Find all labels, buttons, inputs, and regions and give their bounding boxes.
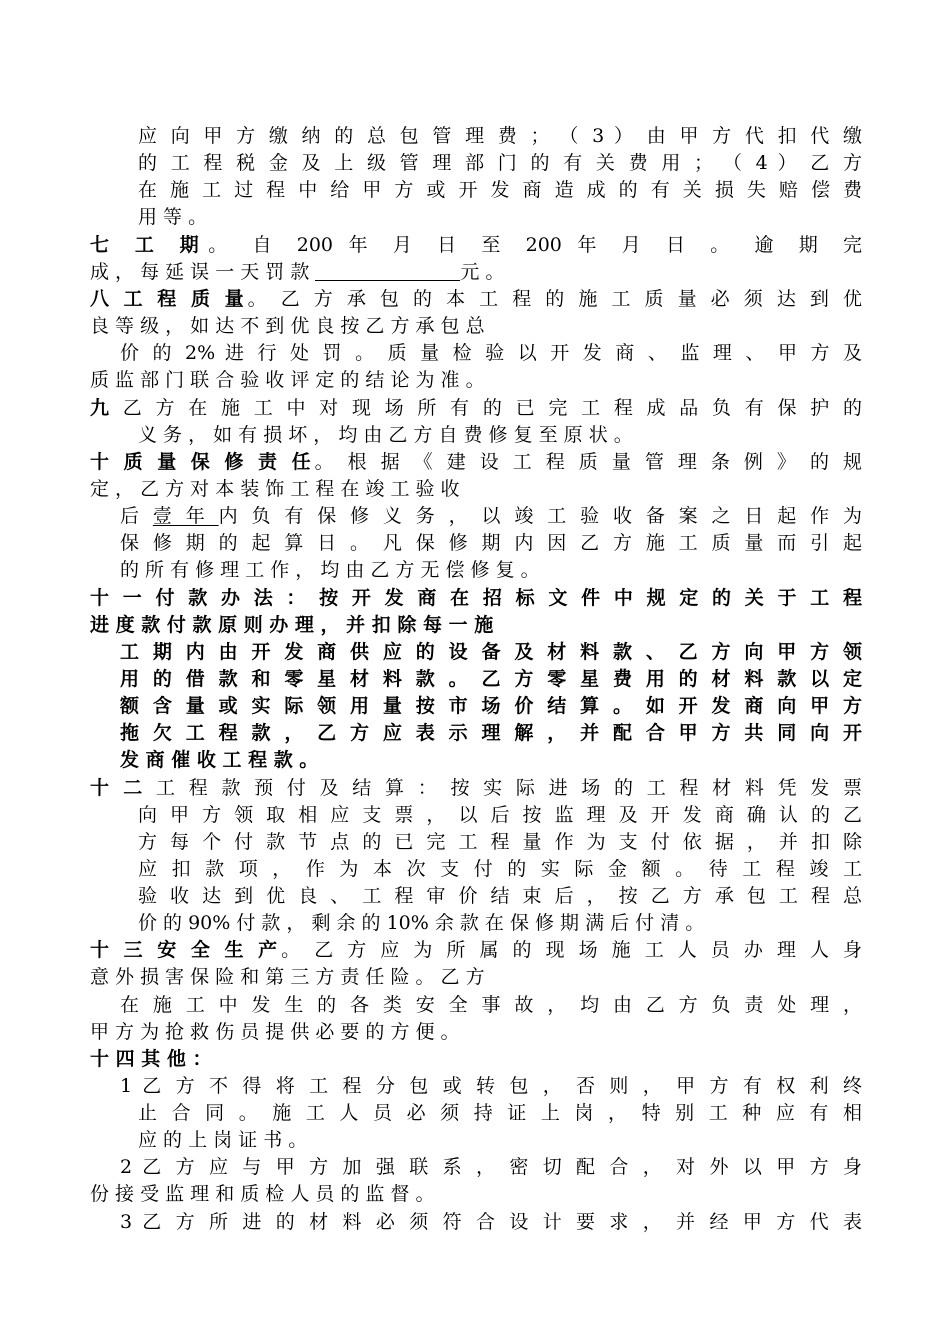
- clause-13-heading: 十 三 安 全 生 产: [90, 939, 282, 961]
- clause-7-line-2: [90, 259, 862, 286]
- clause-12-line-1: [90, 775, 862, 802]
- clause-12-line-3: 方 每 个 付 款 节 点 的 已 完 工 程 量 作 为 支 付 依 据 ， 并 扣 除: [138, 831, 862, 853]
- penalty-label: 成 ， 每 延 误 一 天 罚 款: [90, 261, 316, 283]
- warranty-text: 内 负 有 保 修 义 务 ， 以 竣 工 验 收 备 案 之 日 起 作 为: [218, 505, 862, 527]
- clause-14-heading: 十 四 其 他 ：: [90, 1048, 212, 1070]
- clause-12-heading: 十 二: [90, 777, 147, 799]
- clause-9-line-1: [90, 395, 862, 422]
- clause-14-item-2-line-1: 2 乙 方 应 与 甲 方 加 强 联 系 ， 密 切 配 合 ， 对 外 以 甲 方 身: [120, 1156, 862, 1178]
- warranty-period: 壹 年: [152, 505, 219, 527]
- clause-12-line-5: 验 收 达 到 优 良 、 工 程 审 价 结 束 后 ， 按 乙 方 承 包 工 程 总: [138, 885, 862, 907]
- clause-12-text: 工 程 款 预 付 及 结 算 ： 按 实 际 进 场 的 工 程 材 料 凭 发 票: [146, 777, 862, 799]
- clause-14-item-1-line-1: 1 乙 方 不 得 将 工 程 分 包 或 转 包 ， 否 则 ， 甲 方 有 权 利 终: [120, 1075, 862, 1097]
- clause-8-line-3: 价 的 2% 进 行 处 罚 。 质 量 检 验 以 开 发 商 、 监 理 、 甲 方 及: [120, 342, 862, 364]
- clause-13-line-3: 在 施 工 中 发 生 的 各 类 安 全 事 故 ， 均 由 乙 方 负 责 处 理 ，: [120, 994, 862, 1016]
- clause-10-line-3: [120, 503, 862, 530]
- clause-12-line-2: 向 甲 方 领 取 相 应 支 票 ， 以 后 按 监 理 及 开 发 商 确 认 的 乙: [138, 804, 862, 826]
- clause-14-item-3-line-1: 3 乙 方 所 进 的 材 料 必 须 符 合 设 计 要 求 ， 并 经 甲 方 代 表: [120, 1211, 862, 1233]
- clause-14-item-2-line-2: 份 接 受 监 理 和 质 检 人 员 的 监 督 。: [90, 1183, 435, 1205]
- clause-6-line-3: 在 施 工 过 程 中 给 甲 方 或 开 发 商 造 成 的 有 关 损 失 赔 偿 费: [138, 179, 862, 201]
- clause-8-line-2: 良 等 级 ， 如 达 不 到 优 良 按 乙 方 承 包 总: [90, 315, 485, 337]
- clause-11-line-5: 额 含 量 或 实 际 领 用 量 按 市 场 价 结 算 。 如 开 发 商 向 甲 方: [120, 695, 862, 717]
- clause-11-line-1: 十 一 付 款 办 法 ： 按 开 发 商 在 招 标 文 件 中 规 定 的 关 于 工 程: [90, 587, 862, 609]
- clause-10-line-1: [90, 449, 862, 476]
- clause-10-line-2: 定 ， 乙 方 对 本 装 饰 工 程 在 竣 工 验 收: [90, 478, 460, 500]
- clause-9-text: 乙 方 在 施 工 中 对 现 场 所 有 的 已 完 工 程 成 品 负 有 保 护 的: [112, 397, 862, 419]
- clause-14-item-1-line-2: 止 合 同 。 施 工 人 员 必 须 持 证 上 岗 ， 特 别 工 种 应 有 相: [138, 1102, 862, 1124]
- clause-8-text: 。 乙 方 承 包 的 本 工 程 的 施 工 质 量 必 须 达 到 优: [247, 288, 862, 310]
- clause-13-line-4: 甲 方 为 抢 救 伤 员 提 供 必 要 的 方 便 。: [90, 1021, 460, 1043]
- clause-14-item-1-line-3: 应 的 上 岗 证 书 。: [138, 1129, 308, 1151]
- clause-6-line-1: 应 向 甲 方 缴 纳 的 总 包 管 理 费 ； （ 3 ） 由 甲 方 代 扣 代 缴: [138, 125, 862, 147]
- clause-10-line-5: 的 所 有 修 理 工 作 ， 均 由 乙 方 无 偿 修 复 。: [120, 559, 540, 581]
- clause-7-text: 。 自 200 年 月 日 至 200 年 月 日 。 逾 期 完: [208, 234, 862, 256]
- clause-13-text: 。 乙 方 应 为 所 属 的 现 场 施 工 人 员 办 理 人 身: [281, 939, 862, 961]
- clause-14-line-1: [90, 1046, 862, 1073]
- clause-9-line-2: 义 务 ， 如 有 损 坏 ， 均 由 乙 方 自 费 修 复 至 原 状 。: [138, 424, 633, 446]
- clause-11-line-3: 工 期 内 由 开 发 商 供 应 的 设 备 及 材 料 款 、 乙 方 向 甲 方 领: [120, 641, 862, 663]
- clause-9-heading: 九: [90, 397, 113, 419]
- warranty-prefix: 后: [120, 505, 153, 527]
- clause-12-line-4: 应 扣 款 项 ， 作 为 本 次 支 付 的 实 际 金 额 。 待 工 程 竣 工: [138, 858, 862, 880]
- clause-13-line-1: [90, 937, 862, 964]
- clause-6-line-4: 用 等 。: [138, 206, 208, 228]
- clause-11-line-7: 发 商 催 收 工 程 款 。: [120, 749, 319, 771]
- clause-11-line-6: 拖 欠 工 程 款 ， 乙 方 应 表 示 理 解 ， 并 配 合 甲 方 共 同 向 开: [120, 722, 862, 744]
- clause-7-heading: 七 工 期: [90, 234, 209, 256]
- clause-11-line-2: 进 度 款 付 款 原 则 办 理 ， 并 扣 除 每 一 施: [90, 614, 494, 636]
- clause-11-line-4: 用 的 借 款 和 零 星 材 料 款 。 乙 方 零 星 费 用 的 材 料 款 以 定: [120, 668, 862, 690]
- penalty-unit: 元 。: [460, 261, 505, 283]
- clause-7-line-1: [90, 232, 862, 259]
- clause-8-heading: 八 工 程 质 量: [90, 288, 248, 310]
- clause-8-line-1: [90, 286, 862, 313]
- clause-10-text: 。 根 据 《 建 设 工 程 质 量 管 理 条 例 》 的 规: [314, 451, 862, 473]
- clause-13-line-2: 意 外 损 害 保 险 和 第 三 方 责 任 险 。 乙 方: [90, 966, 485, 988]
- penalty-blank: [315, 262, 460, 281]
- clause-6-line-2: 的 工 程 税 金 及 上 级 管 理 部 门 的 有 关 费 用 ； （ 4 ） 乙 方: [138, 152, 862, 174]
- clause-12-line-6: 价 的 90% 付 款 ， 剩 余 的 10% 余 款 在 保 修 期 满 后 付 清 。: [138, 912, 705, 934]
- clause-8-line-4: 质 监 部 门 联 合 验 收 评 定 的 结 论 为 准 。: [90, 369, 485, 391]
- clause-10-heading: 十 质 量 保 修 责 任: [90, 451, 315, 473]
- clause-10-line-4: 保 修 期 的 起 算 日 。 凡 保 修 期 内 因 乙 方 施 工 质 量 而 引 起: [120, 532, 862, 554]
